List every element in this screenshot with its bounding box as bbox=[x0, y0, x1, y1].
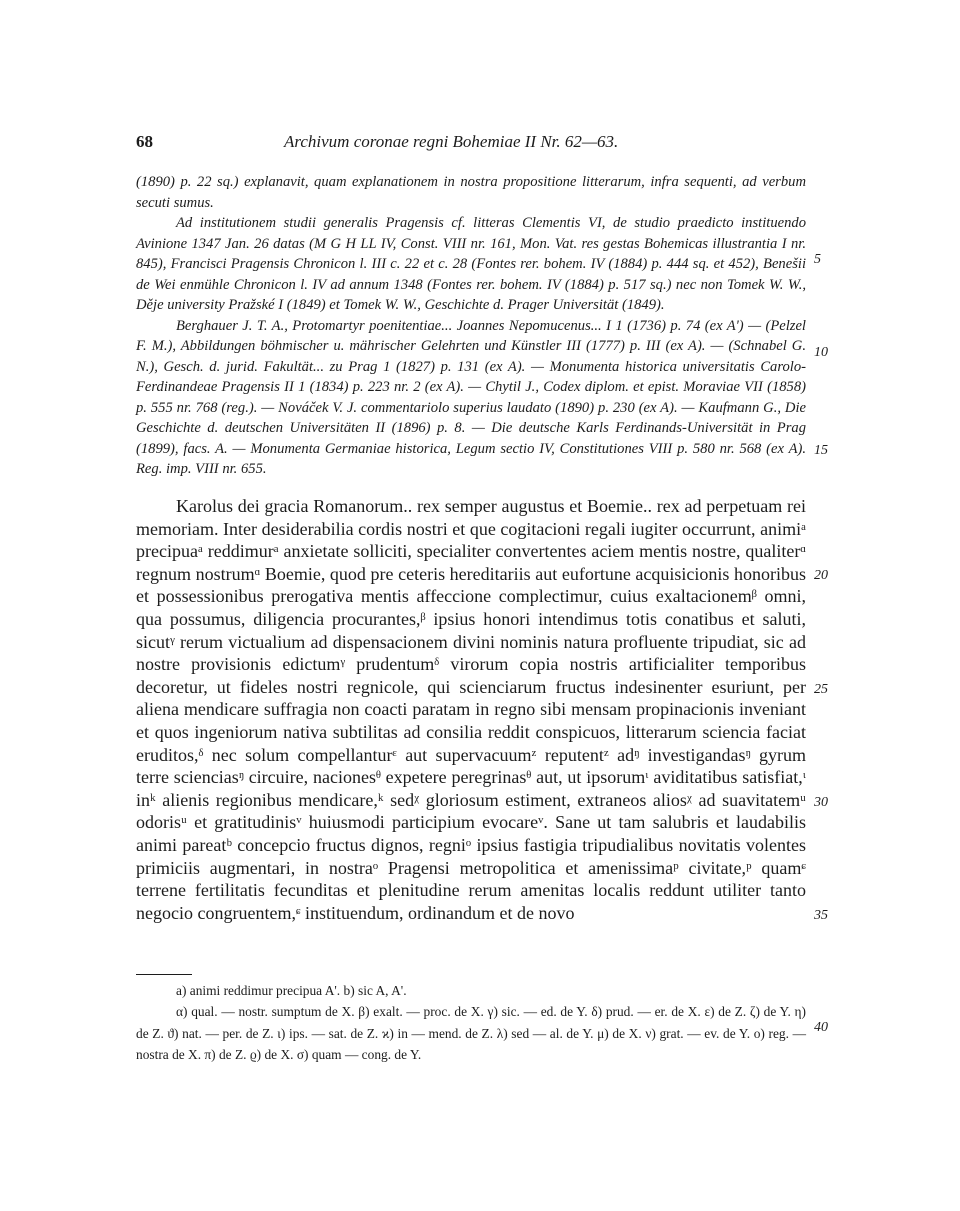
intro-paragraph-1: (1890) p. 22 sq.) explanavit, quam explanationem in nostra propositione litterarum, infra sequenti, ad verbum secuti sumus. bbox=[136, 174, 806, 211]
footnote-latin: a) animi reddimur precipua A'. b) sic A, A'. bbox=[176, 983, 407, 998]
intro-paragraph-3: Berghauer J. T. A., Protomartyr poenitentiae... Joannes Nepomucenus... I 1 (1736) p. 74 (ex A') — (Pelzel F. M.), Abbildungen böhmischer u. mährischer Gelehrten und Künstler III (1777) p. III (ex A). — (Schnabel G. N.), Gesch. d. jurid. Fakultät... zu Prag 1 (1827) p. 131 (ex A). — Monumenta historica universitatis Carolo-Ferdinandeae Pragensis II 1 (1834) p. 223 nr. 2 (ex A). — Chytil J., Codex diplom. et epist. Moraviae VII (1858) p. 555 nr. 768 (reg.). — Nováček V. J. commentariolo superius laudato (1890) p. 230 (ex A). — Kaufmann G., Die Geschichte d. deutschen Universitäten II (1896) p. 8. — Die deutsche Karls Ferdinands-Universität in Prag (1899), facs. A. — Monumenta Germaniae historica, Legum sectio IV, Constitutiones VIII p. 580 nr. 568 (ex A). Reg. imp. VIII nr. 655. bbox=[136, 317, 806, 477]
line-number-10: 10 bbox=[814, 345, 828, 360]
line-number-5: 5 bbox=[814, 252, 821, 267]
line-numbers bbox=[814, 0, 844, 1211]
footnotes bbox=[136, 980, 806, 1066]
charter-paragraph: Karolus dei gracia Romanorum.. rex semper augustus et Boemie.. rex ad perpetuam rei memoriam. Inter desiderabilia cordis nostri et que cogitacioni regali iugiter occurrunt, animiᵃ precipuaᵃ reddimurᵃ anxietate solliciti, specialiter convertentes aciem mentis nostre, qualiterᵅ regnum nostrumᵅ Boemie, quod pre ceteris hereditariis aut eufortune acquisicionis honoribus et possessionibus prerogativa mentis affeccione complectimur, cuius exaltacionemᵝ omni, qua possumus, diligencia procurantes,ᵝ ipsius honori intendimus totis conatibus et saluti, sicutᵞ rerum victualium ad dispensacionem divini nominis natura profluente tripudiat, sic ad nostre provisionis edictumᵞ prudentumᵟ virorum copia nostris artificialiter temporibus decoretur, ut fideles nostri regnicole, qui scienciarum fructus indesinenter esuriunt, per aliena mendicare suffragia non coacti paratam in regno sibi mensam propinacionis inveniant et quos ingeniorum nativa subtilitas ad consilia reddit conspicuos, litterarum sciencia faciat eruditos,ᵟ nec solum compellanturᵋ aut supervacuumᶻ reputentᶻ adᵑ investigandasᵑ gyrum terre scienciasᵑ circuire, nacionesᶿ expetere peregrinasᶿ aut, ut ipsorumᶥ aviditatibus satisfiat,ᶥ inᵏ alienis regionibus mendicare,ᵏ sedᵡ gloriosum estiment, extraneos aliosᵡ ad suavitatemᵘ odorisᵘ et gratitudinisᵛ huiusmodi participium evocareᵛ. Sane ut tam salubris et laudabilis animi pareatᵇ concepcio fructus dignos, regniᵒ ipsius fastigia tripudialibus novitatis volentes primiciis augmentari, in nostraᵒ Pragensi metropolitica et amenissimaᵖ civitate,ᵖ quamᶝ terrene fertilitatis fecunditas et plenitudine rerum amenitas localis reddunt utiliter tanto negocio congruentem,ᶝ instituendum, ordinandum et de novo bbox=[136, 496, 806, 923]
footnote-greek: α) qual. — nostr. sumptum de X. β) exalt. — proc. de X. γ) sic. — ed. de Y. δ) prud. — er. de X. ε) de Z. ζ) de Y. η) de Z. ϑ) nat. — per. de Z. ι) ips. — sat. de Z. ϰ) in — mend. de Z. λ) sed — al. de Y. μ) de X. ν) grat. — ev. de Y. ο) reg. — nostra de X. π) de Z. ϱ) de X. σ) quam — cong. de Y. bbox=[136, 1004, 806, 1063]
editorial-introduction bbox=[136, 172, 806, 480]
line-number-25: 25 bbox=[814, 682, 828, 697]
line-number-40: 40 bbox=[814, 1020, 828, 1035]
page-header bbox=[136, 132, 806, 154]
charter-text bbox=[136, 495, 806, 924]
line-number-20: 20 bbox=[814, 568, 828, 583]
running-title: Archivum coronae regni Bohemiae II Nr. 62—63. bbox=[284, 132, 619, 151]
intro-paragraph-2: Ad institutionem studii generalis Pragensis cf. litteras Clementis VI, de studio praedicto instituendo Avinione 1347 Jan. 26 datas (M G H LL IV, Const. VIII nr. 161, Mon. Vat. res gestas Bohemicas illustrantia I nr. 845), Francisci Pragensis Chronicon l. III c. 22 et c. 28 (Fontes rer. bohem. IV (1884) p. 444 sq. et 452), Benešii de Wei enmühle Chronicon l. IV ad annum 1348 (Fontes rer. bohem. IV (1884) p. 517 sq.) nec non Tomek W. W., Děje university Pražské I (1849) et Tomek W. W., Geschichte d. Prager Universität (1849). bbox=[136, 215, 806, 313]
line-number-15: 15 bbox=[814, 443, 828, 458]
line-number-35: 35 bbox=[814, 908, 828, 923]
footnote-rule bbox=[136, 974, 192, 975]
page-number: 68 bbox=[136, 132, 153, 151]
line-number-30: 30 bbox=[814, 795, 828, 810]
